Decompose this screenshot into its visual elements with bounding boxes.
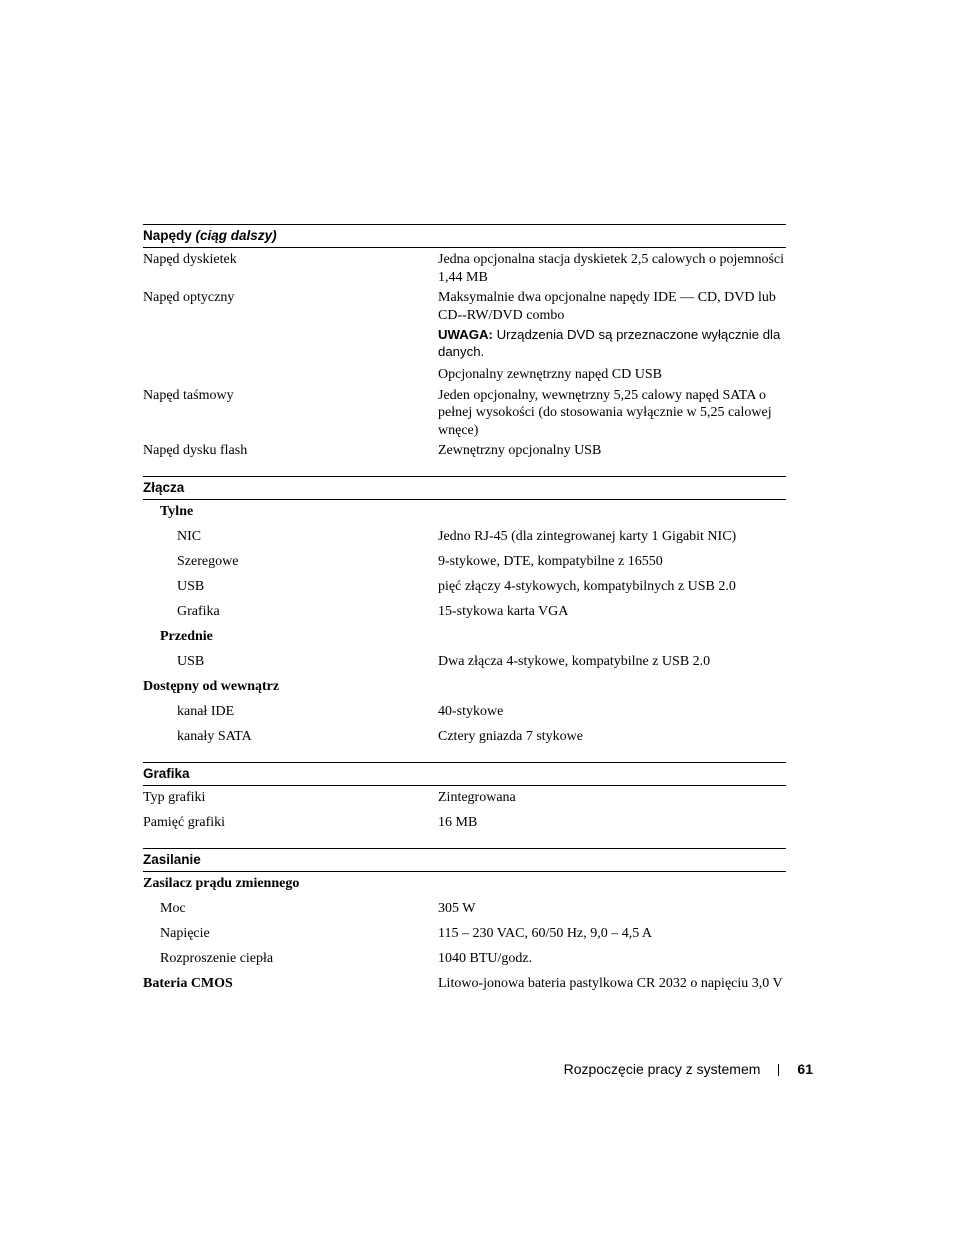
row-label: Rozproszenie ciepła xyxy=(160,951,274,966)
note-block xyxy=(438,324,786,360)
table-row xyxy=(143,439,786,464)
row-label: Pamięć grafiki xyxy=(143,815,226,830)
row-value: 9-stykowe, DTE, kompatybilne z 16550 xyxy=(438,554,663,569)
table-row xyxy=(143,811,786,836)
row-value: pięć złączy 4-stykowych, kompatybilnych z USB 2.0 xyxy=(438,579,736,594)
specifications-table xyxy=(143,224,786,997)
row-value: Zintegrowana xyxy=(438,790,516,805)
row-label: Grafika xyxy=(177,604,220,619)
row-value: 16 MB xyxy=(438,815,478,830)
section-header-connectors xyxy=(143,476,786,500)
section-title: Grafika xyxy=(143,766,190,781)
section-header-drives xyxy=(143,224,786,248)
row-label: Napęd taśmowy xyxy=(143,387,234,403)
row-value: Litowo-jonowa bateria pastylkowa CR 2032 o napięciu 3,0 V xyxy=(438,976,783,991)
table-row xyxy=(143,600,786,625)
section-title: Złącza xyxy=(143,480,185,495)
row-label: Moc xyxy=(160,901,186,916)
row-value: Jeden opcjonalny, wewnętrzny 5,25 calowy napęd SATA o pełnej wysokości (do stosowania wyłącznie w 5,25 calowej wnęce) xyxy=(438,387,772,438)
table-row xyxy=(143,650,786,675)
row-value: Opcjonalny zewnętrzny napęd CD USB xyxy=(438,367,662,382)
row-label: Szeregowe xyxy=(177,554,239,569)
row-label: kanał IDE xyxy=(177,704,235,719)
table-row xyxy=(143,897,786,922)
table-row xyxy=(143,700,786,725)
section-title: Zasilanie xyxy=(143,852,201,867)
subsection-label: Przednie xyxy=(160,629,213,644)
table-row xyxy=(143,384,786,440)
table-row xyxy=(143,625,786,650)
note-key: UWAGA: xyxy=(438,327,493,342)
chapter-title: Rozpoczęcie pracy z systemem xyxy=(563,1061,761,1077)
table-row xyxy=(143,922,786,947)
table-row xyxy=(143,947,786,972)
table-row xyxy=(143,675,786,700)
page-number: 61 xyxy=(797,1061,813,1077)
row-label: USB xyxy=(177,654,205,669)
page-footer xyxy=(564,1061,813,1077)
table-row xyxy=(143,500,786,525)
table-row xyxy=(143,972,786,997)
table-row xyxy=(143,525,786,550)
row-label: Napęd optyczny xyxy=(143,290,235,305)
row-value: Dwa złącza 4-stykowe, kompatybilne z USB 2.0 xyxy=(438,654,711,669)
section-header-power xyxy=(143,848,786,872)
row-value: Zewnętrzny opcjonalny USB xyxy=(438,443,602,458)
table-row xyxy=(143,575,786,600)
subsection-label: Tylne xyxy=(160,504,194,519)
row-label: Napięcie xyxy=(160,926,210,941)
subsection-label: Dostępny od wewnątrz xyxy=(143,679,280,694)
row-value: 15-stykowa karta VGA xyxy=(438,604,569,619)
row-label: Napęd dyskietek xyxy=(143,252,237,267)
section-header-graphics xyxy=(143,762,786,786)
table-row xyxy=(143,248,786,286)
row-label: Typ grafiki xyxy=(143,790,206,805)
note-text: Urządzenia DVD są przeznaczone wyłącznie dla danych. xyxy=(438,327,781,359)
row-value-group xyxy=(438,286,786,384)
table-row xyxy=(143,872,786,897)
row-value: Jedno RJ-45 (dla zintegrowanej karty 1 Gigabit NIC) xyxy=(438,529,737,544)
row-label: kanały SATA xyxy=(177,729,252,744)
table-row xyxy=(143,550,786,575)
row-value: 1040 BTU/godz. xyxy=(438,951,533,966)
row-label: USB xyxy=(177,579,205,594)
row-value: Cztery gniazda 7 stykowe xyxy=(438,729,584,744)
subsection-label: Zasilacz prądu zmiennego xyxy=(143,876,300,891)
table-row xyxy=(143,725,786,750)
row-label: Bateria CMOS xyxy=(143,976,233,991)
row-label: NIC xyxy=(177,529,202,544)
table-row xyxy=(143,786,786,811)
section-title: Napędy xyxy=(143,228,192,243)
row-value: 40-stykowe xyxy=(438,704,504,719)
table-row xyxy=(143,286,786,384)
row-value: Jedna opcjonalna stacja dyskietek 2,5 calowych o pojemności 1,44 MB xyxy=(438,252,785,285)
footer-divider xyxy=(778,1064,779,1076)
row-value: 305 W xyxy=(438,901,476,916)
continued-label: (ciąg dalszy) xyxy=(195,228,277,243)
row-value: Maksymalnie dwa opcjonalne napędy IDE — CD, DVD lub CD--RW/DVD combo xyxy=(438,290,776,323)
row-label: Napęd dysku flash xyxy=(143,443,248,458)
row-value: 115 – 230 VAC, 60/50 Hz, 9,0 – 4,5 A xyxy=(438,926,653,941)
